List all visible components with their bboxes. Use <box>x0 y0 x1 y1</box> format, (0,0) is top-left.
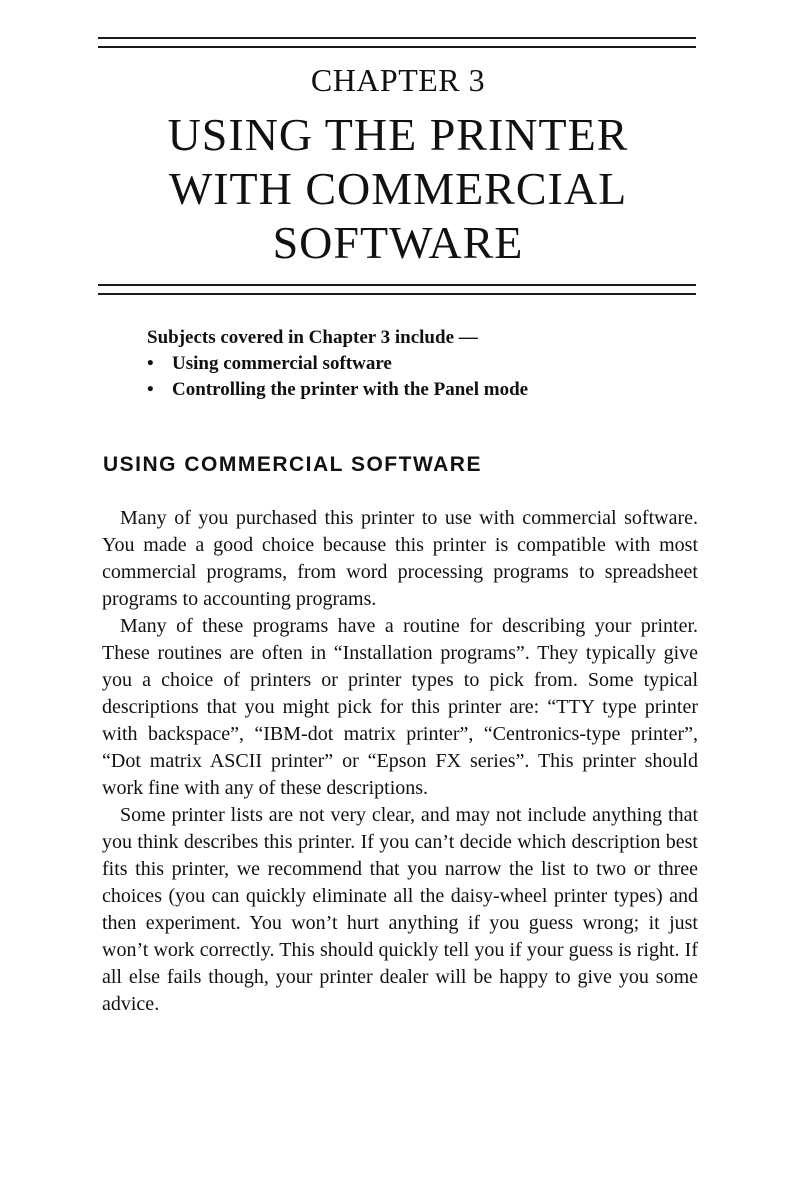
subjects-list <box>147 351 528 403</box>
section-heading: USING COMMERCIAL SOFTWARE <box>103 453 482 476</box>
chapter-title-line: USING THE PRINTER <box>167 109 629 160</box>
chapter-number: CHAPTER 3 <box>310 62 486 98</box>
top-rule-2 <box>98 46 696 48</box>
section-body <box>102 505 698 1018</box>
chapter-title-line: WITH COMMERCIAL <box>168 163 628 214</box>
subjects-list-item: • Using commercial software <box>147 351 528 377</box>
body-paragraph: Many of these programs have a routine for describing your printer. These routines are often in “Installation programs”. They typically give you a choice of printers or printer types to pick from. Some typical descriptions that you might pick for this printer are: “TTY type printer with backspace”, “IBM-dot matrix printer”, “Centronics-type printer”, “Dot matrix ASCII printer” or “Epson FX series”. This printer should work fine with any of these descriptions. <box>102 615 698 799</box>
body-paragraph: Many of you purchased this printer to use with commercial software. You made a good choice because this printer is compatible with most commercial programs, from word processing programs to spreadsheet programs to accounting programs. <box>102 507 698 610</box>
body-paragraph: Some printer lists are not very clear, and may not include anything that you think describes this printer. If you can’t decide which description best fits this printer, we recommend that you narrow the list to two or three choices (you can quickly eliminate all the daisy-wheel printer types) and then experiment. You won’t hurt anything if you guess wrong; it just won’t work correctly. This should quickly tell you if your guess is right. If all else fails though, your printer dealer will be happy to give you some advice. <box>102 804 698 1015</box>
subjects-intro: Subjects covered in Chapter 3 include — <box>147 327 478 348</box>
top-rule-1 <box>98 37 696 39</box>
chapter-title-line: SOFTWARE <box>272 217 524 268</box>
subjects-list-item: • Controlling the printer with the Panel mode <box>147 377 528 403</box>
bottom-rule-1 <box>98 284 696 286</box>
bottom-rule-2 <box>98 293 696 295</box>
subjects-box <box>147 325 528 403</box>
chapter-title <box>0 108 796 270</box>
